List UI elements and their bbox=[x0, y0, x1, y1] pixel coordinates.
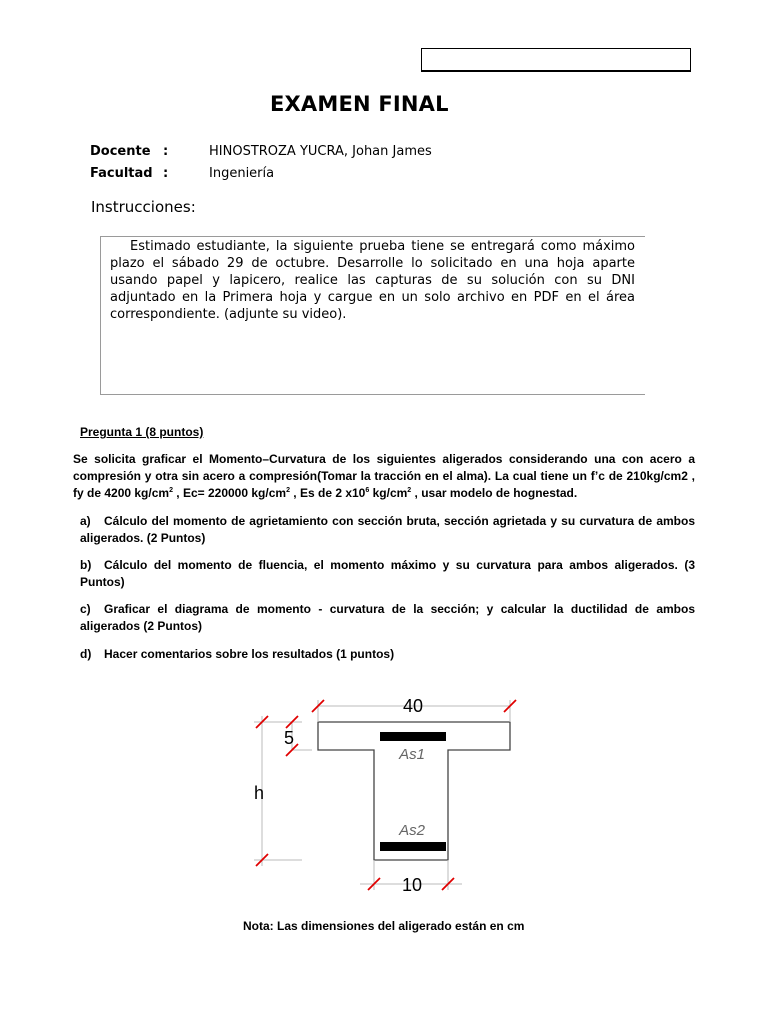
question-item-c bbox=[80, 601, 695, 634]
intro-part-4: kg/cm bbox=[369, 486, 408, 500]
sup-1: 2 bbox=[169, 487, 173, 494]
sup-4: 2 bbox=[407, 487, 412, 494]
facultad-value: Ingeniería bbox=[209, 166, 275, 181]
question-item-a bbox=[80, 513, 695, 546]
item-text: Hacer comentarios sobre los resultados (1 puntos) bbox=[104, 647, 395, 661]
sup-2: 2 bbox=[286, 487, 290, 494]
dim-5-label: 5 bbox=[284, 728, 295, 748]
as2-bar bbox=[380, 842, 446, 851]
item-letter: b) bbox=[80, 558, 92, 572]
intro-part-5: , usar modelo de hognestad. bbox=[411, 486, 578, 500]
item-text: Cálculo del momento de agrietamiento con sección bruta, sección agrietada y su curvatura de ambos aligerados. (2 Puntos) bbox=[80, 514, 695, 545]
intro-part-2: , Ec= 220000 kg/cm bbox=[172, 486, 287, 500]
facultad-separator: : bbox=[163, 166, 169, 181]
question-item-d bbox=[80, 646, 695, 663]
name-field-box bbox=[421, 48, 691, 72]
question-item-b bbox=[80, 557, 695, 590]
instructions-heading: Instrucciones: bbox=[91, 198, 196, 216]
instructions-body: Estimado estudiante, la siguiente prueba tiene se entregará como máximo plazo el sábado 29 de octubre. Desarrolle lo solicitado en una hoja aparte usando papel y lapicero, realice las capturas de su solución con su DNI adjuntado en la Primera hoja y cargue en un solo archivo en PDF en el área correspondiente. (adjunte su video). bbox=[110, 239, 635, 322]
question-intro bbox=[73, 451, 695, 502]
t-section-outline bbox=[318, 722, 510, 860]
item-text: Graficar el diagrama de momento - curvatura de la sección; y calcular la ductilidad de ambos aligerados (2 Puntos) bbox=[80, 602, 695, 633]
docente-label: Docente bbox=[90, 144, 151, 159]
as1-label: As1 bbox=[399, 746, 425, 763]
sup-3: 6 bbox=[365, 487, 370, 494]
dim-40-label: 40 bbox=[402, 696, 424, 716]
docente-separator: : bbox=[163, 144, 169, 159]
intro-part-1: Se solicita graficar el Momento–Curvatura de los siguientes aligerados considerando una con acero a compresión y otra sin acero a compresión(Tomar la tracción en el alma). La cual tiene un f’c de 210kg/cm2 , fy de 4200 kg/cm bbox=[73, 452, 695, 500]
instructions-text bbox=[110, 238, 635, 323]
docente-value: HINOSTROZA YUCRA, Johan James bbox=[209, 144, 432, 159]
facultad-label: Facultad bbox=[90, 166, 153, 181]
t-beam-figure bbox=[240, 688, 540, 898]
item-letter: c) bbox=[80, 602, 91, 616]
intro-part-3: , Es de 2 x10 bbox=[289, 486, 366, 500]
question-title: Pregunta 1 (8 puntos) bbox=[80, 425, 204, 439]
page-title: EXAMEN FINAL bbox=[270, 92, 449, 116]
dim-10-label: 10 bbox=[401, 875, 423, 895]
figure-note: Nota: Las dimensiones del aligerado están en cm bbox=[243, 919, 525, 933]
as1-bar bbox=[380, 732, 446, 741]
dim-h-label: h bbox=[254, 783, 265, 803]
item-text: Cálculo del momento de fluencia, el momento máximo y su curvatura para ambos aligerados. (3 Puntos) bbox=[80, 558, 695, 589]
item-letter: a) bbox=[80, 514, 91, 528]
item-letter: d) bbox=[80, 647, 92, 661]
as2-label: As2 bbox=[399, 822, 425, 839]
